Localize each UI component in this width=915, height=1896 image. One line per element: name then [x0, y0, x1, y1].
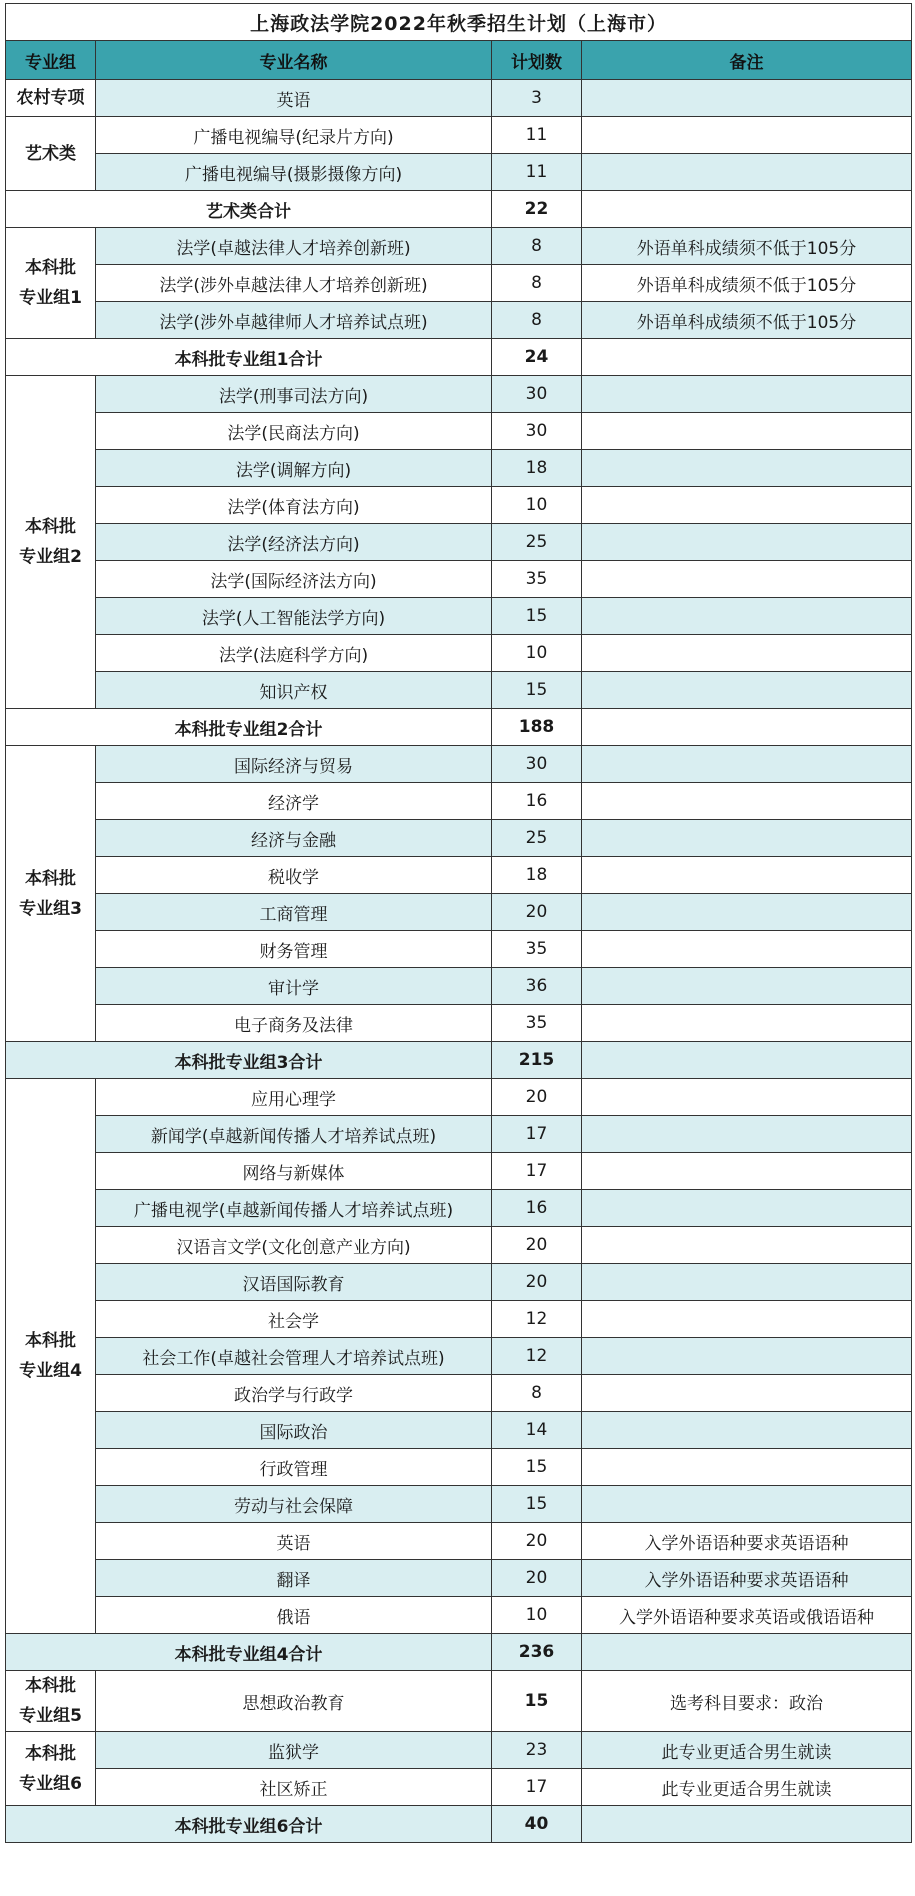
note-cell	[582, 80, 912, 117]
major-name-cell: 法学(涉外卓越法律人才培养创新班)	[96, 265, 492, 302]
plan-count-cell: 20	[492, 1079, 582, 1116]
group-label-line: 本科批	[25, 517, 76, 537]
header-major-name: 专业名称	[96, 41, 492, 80]
plan-count-cell: 30	[492, 413, 582, 450]
subtotal-label: 本科批专业组6合计	[6, 1806, 492, 1843]
note-cell	[582, 635, 912, 672]
note-cell	[582, 1412, 912, 1449]
subtotal-count: 215	[492, 1042, 582, 1079]
header-group: 专业组	[6, 41, 96, 80]
table-row	[6, 894, 912, 931]
note-cell	[582, 968, 912, 1005]
major-name-cell: 财务管理	[96, 931, 492, 968]
table-row	[6, 117, 912, 154]
table-row	[6, 1486, 912, 1523]
group-label-line: 本科批	[25, 1331, 76, 1351]
group-label-line: 专业组5	[19, 1706, 82, 1726]
subtotal-count: 40	[492, 1806, 582, 1843]
note-cell: 此专业更适合男生就读	[582, 1732, 912, 1769]
table-row	[6, 1301, 912, 1338]
major-name-cell: 法学(体育法方向)	[96, 487, 492, 524]
subtotal-note	[582, 191, 912, 228]
major-name-cell: 汉语言文学(文化创意产业方向)	[96, 1227, 492, 1264]
table-row	[6, 1732, 912, 1769]
table-row	[6, 783, 912, 820]
subtotal-label: 本科批专业组3合计	[6, 1042, 492, 1079]
plan-count-cell: 10	[492, 1597, 582, 1634]
subtotal-label: 艺术类合计	[6, 191, 492, 228]
group-label-line: 专业组6	[19, 1773, 82, 1794]
table-row	[6, 672, 912, 709]
table-row	[6, 1116, 912, 1153]
plan-count-cell: 15	[492, 1449, 582, 1486]
plan-count-cell: 10	[492, 635, 582, 672]
major-name-cell: 监狱学	[96, 1732, 492, 1769]
plan-count-cell: 15	[492, 1671, 582, 1732]
table-row	[6, 1153, 912, 1190]
table-row	[6, 1412, 912, 1449]
group-label-line: 专业组4	[19, 1361, 82, 1381]
note-cell	[582, 1190, 912, 1227]
plan-count-cell: 12	[492, 1301, 582, 1338]
major-name-cell: 国际政治	[96, 1412, 492, 1449]
major-name-cell: 法学(人工智能法学方向)	[96, 598, 492, 635]
note-cell	[582, 820, 912, 857]
subtotal-count: 188	[492, 709, 582, 746]
table-row	[6, 1079, 912, 1116]
plan-count-cell: 18	[492, 450, 582, 487]
major-name-cell: 英语	[96, 1523, 492, 1560]
note-cell: 选考科目要求：政治	[582, 1671, 912, 1732]
table-row	[6, 857, 912, 894]
group-label-line: 专业组3	[19, 898, 82, 919]
note-cell	[582, 783, 912, 820]
table-row	[6, 450, 912, 487]
plan-count-cell: 20	[492, 894, 582, 931]
major-name-cell: 网络与新媒体	[96, 1153, 492, 1190]
table-row	[6, 524, 912, 561]
major-name-cell: 国际经济与贸易	[96, 746, 492, 783]
header-row	[6, 41, 912, 80]
table-row	[6, 1769, 912, 1806]
note-cell	[582, 672, 912, 709]
major-name-cell: 工商管理	[96, 894, 492, 931]
plan-count-cell: 11	[492, 117, 582, 154]
subtotal-label: 本科批专业组1合计	[6, 339, 492, 376]
group-label-line: 农村专项	[16, 88, 85, 108]
major-name-cell: 经济学	[96, 783, 492, 820]
note-cell	[582, 1338, 912, 1375]
table-title: 上海政法学院2022年秋季招生计划（上海市）	[6, 4, 912, 41]
subtotal-row	[6, 339, 912, 376]
plan-count-cell: 17	[492, 1769, 582, 1806]
note-cell	[582, 376, 912, 413]
group-label-line: 本科批	[25, 258, 76, 278]
subtotal-count: 236	[492, 1634, 582, 1671]
major-name-cell: 经济与金融	[96, 820, 492, 857]
group-label-line: 本科批	[25, 868, 76, 889]
enrollment-plan-sheet	[5, 3, 912, 1843]
header-plan-count: 计划数	[492, 41, 582, 80]
table-row	[6, 413, 912, 450]
table-row	[6, 376, 912, 413]
plan-count-cell: 20	[492, 1264, 582, 1301]
table-row	[6, 561, 912, 598]
major-name-cell: 政治学与行政学	[96, 1375, 492, 1412]
table-row	[6, 1523, 912, 1560]
table-row	[6, 1449, 912, 1486]
plan-count-cell: 8	[492, 228, 582, 265]
group-cell	[6, 228, 96, 339]
table-row	[6, 265, 912, 302]
plan-count-cell: 35	[492, 1005, 582, 1042]
plan-count-cell: 20	[492, 1560, 582, 1597]
table-row	[6, 154, 912, 191]
table-row	[6, 1005, 912, 1042]
major-name-cell: 思想政治教育	[96, 1671, 492, 1732]
plan-count-cell: 16	[492, 783, 582, 820]
subtotal-note	[582, 1806, 912, 1843]
group-cell	[6, 1079, 96, 1634]
major-name-cell: 劳动与社会保障	[96, 1486, 492, 1523]
table-row	[6, 80, 912, 117]
table-row	[6, 1671, 912, 1732]
group-cell	[6, 80, 96, 117]
subtotal-row	[6, 191, 912, 228]
plan-count-cell: 23	[492, 1732, 582, 1769]
note-cell	[582, 1079, 912, 1116]
note-cell	[582, 931, 912, 968]
table-row	[6, 228, 912, 265]
note-cell: 入学外语语种要求英语语种	[582, 1523, 912, 1560]
note-cell	[582, 1116, 912, 1153]
major-name-cell: 社会学	[96, 1301, 492, 1338]
major-name-cell: 法学(民商法方向)	[96, 413, 492, 450]
note-cell: 外语单科成绩须不低于105分	[582, 228, 912, 265]
table-row	[6, 1338, 912, 1375]
group-cell	[6, 1671, 96, 1732]
major-name-cell: 税收学	[96, 857, 492, 894]
plan-count-cell: 8	[492, 302, 582, 339]
subtotal-note	[582, 1634, 912, 1671]
subtotal-count: 22	[492, 191, 582, 228]
plan-count-cell: 30	[492, 746, 582, 783]
note-cell	[582, 598, 912, 635]
note-cell	[582, 154, 912, 191]
major-name-cell: 广播电视学(卓越新闻传播人才培养试点班)	[96, 1190, 492, 1227]
major-name-cell: 法学(国际经济法方向)	[96, 561, 492, 598]
major-name-cell: 电子商务及法律	[96, 1005, 492, 1042]
major-name-cell: 行政管理	[96, 1449, 492, 1486]
plan-count-cell: 20	[492, 1227, 582, 1264]
plan-count-cell: 35	[492, 931, 582, 968]
note-cell: 此专业更适合男生就读	[582, 1769, 912, 1806]
note-cell: 入学外语语种要求英语语种	[582, 1560, 912, 1597]
plan-count-cell: 12	[492, 1338, 582, 1375]
major-name-cell: 法学(经济法方向)	[96, 524, 492, 561]
major-name-cell: 新闻学(卓越新闻传播人才培养试点班)	[96, 1116, 492, 1153]
plan-count-cell: 25	[492, 524, 582, 561]
subtotal-label: 本科批专业组2合计	[6, 709, 492, 746]
note-cell	[582, 450, 912, 487]
plan-count-cell: 16	[492, 1190, 582, 1227]
plan-count-cell: 8	[492, 265, 582, 302]
note-cell	[582, 1486, 912, 1523]
plan-count-cell: 8	[492, 1375, 582, 1412]
table-row	[6, 1227, 912, 1264]
table-row	[6, 1264, 912, 1301]
table-row	[6, 968, 912, 1005]
table-row	[6, 820, 912, 857]
table-row	[6, 1375, 912, 1412]
major-name-cell: 法学(调解方向)	[96, 450, 492, 487]
subtotal-row	[6, 709, 912, 746]
major-name-cell: 社会工作(卓越社会管理人才培养试点班)	[96, 1338, 492, 1375]
major-name-cell: 英语	[96, 80, 492, 117]
enrollment-plan-table	[5, 3, 912, 1843]
plan-count-cell: 11	[492, 154, 582, 191]
table-row	[6, 1597, 912, 1634]
subtotal-row	[6, 1806, 912, 1843]
group-cell	[6, 117, 96, 191]
subtotal-note	[582, 1042, 912, 1079]
table-row	[6, 746, 912, 783]
plan-count-cell: 20	[492, 1523, 582, 1560]
plan-count-cell: 3	[492, 80, 582, 117]
note-cell	[582, 1264, 912, 1301]
group-label-line: 本科批	[25, 1743, 76, 1764]
major-name-cell: 法学(涉外卓越律师人才培养试点班)	[96, 302, 492, 339]
plan-count-cell: 15	[492, 598, 582, 635]
table-row	[6, 1560, 912, 1597]
header-note: 备注	[582, 41, 912, 80]
plan-count-cell: 25	[492, 820, 582, 857]
note-cell	[582, 487, 912, 524]
plan-count-cell: 17	[492, 1153, 582, 1190]
subtotal-count: 24	[492, 339, 582, 376]
table-row	[6, 487, 912, 524]
plan-count-cell: 14	[492, 1412, 582, 1449]
plan-count-cell: 36	[492, 968, 582, 1005]
note-cell	[582, 1301, 912, 1338]
note-cell	[582, 1153, 912, 1190]
note-cell: 入学外语语种要求英语或俄语语种	[582, 1597, 912, 1634]
note-cell	[582, 561, 912, 598]
subtotal-note	[582, 709, 912, 746]
table-body	[6, 80, 912, 1843]
major-name-cell: 法学(刑事司法方向)	[96, 376, 492, 413]
note-cell	[582, 1005, 912, 1042]
table-row	[6, 931, 912, 968]
group-label-line: 专业组2	[19, 547, 82, 567]
note-cell	[582, 1449, 912, 1486]
plan-count-cell: 10	[492, 487, 582, 524]
plan-count-cell: 35	[492, 561, 582, 598]
major-name-cell: 广播电视编导(摄影摄像方向)	[96, 154, 492, 191]
table-row	[6, 635, 912, 672]
major-name-cell: 汉语国际教育	[96, 1264, 492, 1301]
group-cell	[6, 746, 96, 1042]
major-name-cell: 社区矫正	[96, 1769, 492, 1806]
note-cell: 外语单科成绩须不低于105分	[582, 302, 912, 339]
major-name-cell: 法学(法庭科学方向)	[96, 635, 492, 672]
note-cell	[582, 117, 912, 154]
plan-count-cell: 30	[492, 376, 582, 413]
major-name-cell: 审计学	[96, 968, 492, 1005]
note-cell	[582, 746, 912, 783]
note-cell	[582, 857, 912, 894]
group-label-line: 本科批	[25, 1676, 76, 1696]
plan-count-cell: 15	[492, 1486, 582, 1523]
note-cell	[582, 1227, 912, 1264]
group-label-line: 专业组1	[19, 288, 82, 308]
table-row	[6, 1190, 912, 1227]
table-row	[6, 302, 912, 339]
table-row	[6, 598, 912, 635]
subtotal-note	[582, 339, 912, 376]
note-cell	[582, 524, 912, 561]
note-cell	[582, 1375, 912, 1412]
note-cell	[582, 413, 912, 450]
group-cell	[6, 1732, 96, 1806]
plan-count-cell: 15	[492, 672, 582, 709]
major-name-cell: 应用心理学	[96, 1079, 492, 1116]
plan-count-cell: 18	[492, 857, 582, 894]
group-cell	[6, 376, 96, 709]
plan-count-cell: 17	[492, 1116, 582, 1153]
subtotal-row	[6, 1634, 912, 1671]
subtotal-row	[6, 1042, 912, 1079]
major-name-cell: 法学(卓越法律人才培养创新班)	[96, 228, 492, 265]
major-name-cell: 知识产权	[96, 672, 492, 709]
major-name-cell: 翻译	[96, 1560, 492, 1597]
group-label-line: 艺术类	[25, 143, 76, 164]
major-name-cell: 广播电视编导(纪录片方向)	[96, 117, 492, 154]
note-cell: 外语单科成绩须不低于105分	[582, 265, 912, 302]
subtotal-label: 本科批专业组4合计	[6, 1634, 492, 1671]
note-cell	[582, 894, 912, 931]
major-name-cell: 俄语	[96, 1597, 492, 1634]
